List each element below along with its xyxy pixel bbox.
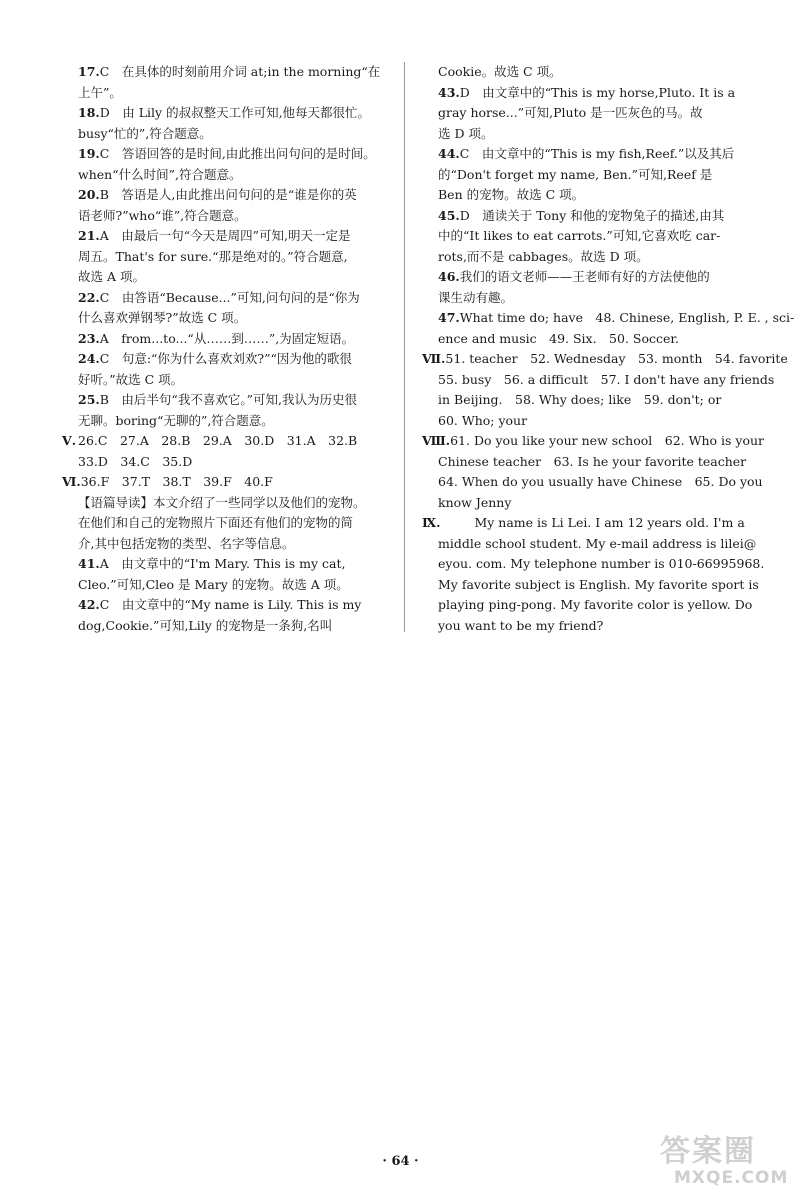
section-vii-line bbox=[438, 370, 775, 391]
question-number: 21. bbox=[78, 228, 100, 243]
answer-text: C 在具体的时刻前用介词 at;in the morning“在 bbox=[99, 64, 381, 79]
question-number: 45. bbox=[438, 207, 460, 223]
answer-text: D 通读关于 Tony 和他的宠物兔子的描述,由其 bbox=[459, 207, 725, 223]
section-vii-line bbox=[422, 349, 788, 370]
answer-text: B 答语是人,由此推出问句问的是“谁是你的英 bbox=[99, 187, 357, 202]
answer-line bbox=[438, 165, 760, 186]
answer-line bbox=[78, 226, 392, 247]
section-text: 60. Who; your bbox=[438, 412, 528, 428]
left-column bbox=[62, 62, 392, 636]
question-number: 18. bbox=[78, 105, 100, 120]
answer-text: C 句意:“你为什么喜欢刘欢?”“因为他的歌很 bbox=[99, 351, 352, 366]
answer-line bbox=[78, 616, 392, 637]
section-v-answers-1: 26.C 27.A 28.B 29.A 30.D 31.A 32.B bbox=[78, 433, 358, 448]
section-vi-line bbox=[62, 472, 392, 493]
answer-text: 周五。That's for sure.“那是绝对的。”符合题意, bbox=[78, 248, 348, 264]
section-viii-mark: Ⅷ. bbox=[422, 433, 451, 448]
section-v-line-1 bbox=[62, 431, 392, 452]
answer-list-left-tail bbox=[78, 554, 392, 636]
section-ix-line bbox=[438, 616, 760, 637]
answer-line bbox=[438, 185, 760, 206]
answer-text: Ben 的宠物。故选 C 项。 bbox=[438, 187, 585, 202]
answer-text: busy“忙的”,符合题意。 bbox=[78, 125, 212, 141]
answer-line bbox=[78, 206, 392, 227]
section-ix bbox=[422, 513, 765, 636]
question-number: 19. bbox=[78, 146, 100, 161]
answer-text: 选 D 项。 bbox=[438, 125, 494, 141]
section-ix-line bbox=[438, 575, 760, 596]
answer-text: Cleo.”可知,Cleo 是 Mary 的宠物。故选 A 项。 bbox=[78, 576, 349, 592]
question-number: 20. bbox=[78, 187, 100, 202]
section-text: know Jenny bbox=[438, 494, 512, 510]
section-v-line-2 bbox=[78, 452, 392, 473]
watermark-bottom: MXQE.COM bbox=[674, 1168, 789, 1188]
answer-text: C 由答语“Because...”可知,问句问的是“你为 bbox=[99, 289, 360, 305]
answer-line bbox=[438, 226, 760, 247]
section-ix-line bbox=[438, 554, 765, 575]
reading-guide bbox=[78, 493, 392, 555]
answer-text: 我们的语文老师——王老师有好的方法使他的 bbox=[459, 269, 710, 284]
question-number: 42. bbox=[78, 597, 100, 612]
section-text: My name is Li Lei. I am 12 years old. I'm a bbox=[474, 515, 745, 530]
answer-line bbox=[78, 267, 392, 288]
answer-line bbox=[78, 124, 392, 145]
answer-text: 故选 A 项。 bbox=[78, 269, 145, 284]
answer-line bbox=[438, 83, 760, 104]
section-text: eyou. com. My telephone number is 010-66995968. bbox=[438, 556, 765, 571]
section-text: 61. Do you like your new school 62. Who is your bbox=[450, 433, 765, 448]
page-number: · 64 · bbox=[382, 1154, 419, 1169]
answer-line bbox=[78, 329, 392, 350]
answer-text: 什么喜欢弹钢琴?”故选 C 项。 bbox=[78, 310, 247, 325]
section-viii-line bbox=[438, 452, 760, 473]
question-number: 25. bbox=[78, 392, 100, 407]
answer-list-right bbox=[438, 62, 795, 349]
section-ix-mark: Ⅸ. bbox=[422, 515, 441, 530]
section-text: 55. busy 56. a difficult 57. I don't have any friends bbox=[438, 371, 775, 387]
answer-text: 课生动有趣。 bbox=[438, 289, 514, 305]
section-text: in Beijing. 58. Why does; like 59. don't; or bbox=[438, 392, 722, 407]
section-text: Chinese teacher 63. Is he your favorite teacher bbox=[438, 453, 747, 469]
answer-line bbox=[438, 247, 760, 268]
question-number: 24. bbox=[78, 351, 100, 366]
answer-text: What time do; have 48. Chinese, English, P. E. , sci- bbox=[459, 310, 795, 325]
section-ix-line bbox=[438, 595, 760, 616]
reading-guide-line: 在他们和自己的宠物照片下面还有他们的宠物的简 bbox=[78, 515, 354, 530]
section-ix-line bbox=[422, 513, 760, 534]
question-number: 41. bbox=[78, 556, 100, 571]
question-number: 46. bbox=[438, 269, 460, 284]
answer-line bbox=[438, 267, 760, 288]
answer-line bbox=[78, 575, 392, 596]
section-vi-answers: 36.F 37.T 38.T 39.F 40.F bbox=[80, 474, 273, 489]
section-text: My favorite subject is English. My favorite sport is bbox=[438, 576, 759, 592]
answer-line bbox=[78, 390, 392, 411]
question-number: 22. bbox=[78, 289, 100, 305]
answer-text: A 由最后一句“今天是周四”可知,明天一定是 bbox=[99, 228, 351, 243]
answer-text: A 由文章中的“I'm Mary. This is my cat, bbox=[99, 556, 346, 571]
answer-text: 的“Don't forget my name, Ben.”可知,Reef 是 bbox=[438, 166, 713, 182]
answer-line bbox=[78, 308, 392, 329]
answer-line bbox=[78, 62, 392, 83]
section-vii-line bbox=[438, 411, 760, 432]
section-text: 64. When do you usually have Chinese 65. Do you bbox=[438, 474, 763, 489]
answer-text: A from...to...“从……到……”,为固定短语。 bbox=[99, 330, 355, 346]
watermark-top: 答案圈 bbox=[660, 1134, 756, 1169]
answer-line bbox=[78, 349, 392, 370]
section-v-answers-2: 33.D 34.C 35.D bbox=[78, 453, 193, 469]
answer-text: C 由文章中的“This is my fish,Reef.”以及其后 bbox=[459, 146, 735, 161]
question-number: 17. bbox=[78, 64, 100, 79]
section-vi-mark: Ⅵ. bbox=[62, 474, 81, 489]
answer-text: Cookie。故选 C 项。 bbox=[438, 64, 562, 79]
reading-guide-line: 介,其中包括宠物的类型、名字等信息。 bbox=[78, 535, 295, 551]
answer-line bbox=[438, 124, 760, 145]
answer-list-left bbox=[78, 62, 392, 431]
answer-line bbox=[438, 308, 795, 329]
section-vii-mark: Ⅶ. bbox=[422, 351, 446, 366]
answer-text: when“什么时间”,符合题意。 bbox=[78, 166, 242, 182]
answer-text: D 由文章中的“This is my horse,Pluto. It is a bbox=[459, 84, 736, 100]
answer-line bbox=[78, 595, 392, 616]
section-text: you want to be my friend? bbox=[438, 617, 604, 633]
answer-line bbox=[78, 103, 392, 124]
answer-text: 中的“It likes to eat carrots.”可知,它喜欢吃 car- bbox=[438, 228, 721, 243]
answer-text: rots,而不是 cabbages。故选 D 项。 bbox=[438, 248, 649, 264]
section-viii bbox=[422, 431, 765, 513]
answer-line bbox=[438, 206, 760, 227]
section-viii-line bbox=[438, 493, 760, 514]
answer-text: D 由 Lily 的叔叔整天工作可知,他每天都很忙。 bbox=[99, 105, 371, 120]
answer-line bbox=[78, 370, 392, 391]
section-ix-line bbox=[438, 534, 760, 555]
answer-line bbox=[438, 103, 760, 124]
answer-text: 上午”。 bbox=[78, 84, 122, 100]
question-number: 44. bbox=[438, 146, 460, 161]
answer-text: B 由后半句“我不喜欢它。”可知,我认为历史很 bbox=[99, 392, 357, 407]
answer-line bbox=[78, 144, 392, 165]
answer-line bbox=[78, 185, 392, 206]
answer-line bbox=[78, 247, 392, 268]
answer-line bbox=[438, 62, 760, 83]
question-number: 47. bbox=[438, 310, 460, 325]
answer-line bbox=[438, 288, 760, 309]
section-viii-line bbox=[422, 431, 765, 452]
section-text: 51. teacher 52. Wednesday 53. month 54. favorite bbox=[445, 351, 788, 366]
answer-text: C 由文章中的“My name is Lily. This is my bbox=[99, 597, 362, 612]
answer-line bbox=[78, 83, 392, 104]
answer-line bbox=[438, 144, 760, 165]
answer-text: C 答语回答的是时间,由此推出问句问的是时间。 bbox=[99, 146, 376, 161]
watermark-logo bbox=[660, 1135, 800, 1195]
column-divider bbox=[404, 62, 405, 632]
section-vii-line bbox=[438, 390, 760, 411]
answer-line bbox=[78, 288, 392, 309]
right-column bbox=[422, 62, 795, 636]
section-viii-line bbox=[438, 472, 763, 493]
answer-text: gray horse...”可知,Pluto 是一匹灰色的马。故 bbox=[438, 105, 703, 120]
answer-line bbox=[78, 554, 392, 575]
question-number: 23. bbox=[78, 330, 100, 346]
question-number: 43. bbox=[438, 84, 460, 100]
answer-line bbox=[78, 411, 392, 432]
answer-text: 语老师?”who“谁”,符合题意。 bbox=[78, 207, 247, 223]
answer-text: dog,Cookie.”可知,Lily 的宠物是一条狗,名叫 bbox=[78, 617, 333, 633]
answer-line bbox=[78, 165, 392, 186]
section-text: middle school student. My e-mail address is lilei@ bbox=[438, 535, 757, 551]
section-vii bbox=[422, 349, 788, 431]
section-v-mark: Ⅴ. bbox=[62, 433, 77, 448]
answer-text: 无聊。boring“无聊的”,符合题意。 bbox=[78, 412, 274, 428]
section-text: playing ping-pong. My favorite color is yellow. Do bbox=[438, 597, 753, 612]
answer-line bbox=[438, 329, 760, 350]
answer-text: 好听。”故选 C 项。 bbox=[78, 371, 184, 387]
reading-guide-line: 【语篇导读】本文介绍了一些同学以及他们的宠物。 bbox=[78, 494, 366, 510]
answer-text: ence and music 49. Six. 50. Soccer. bbox=[438, 330, 679, 346]
